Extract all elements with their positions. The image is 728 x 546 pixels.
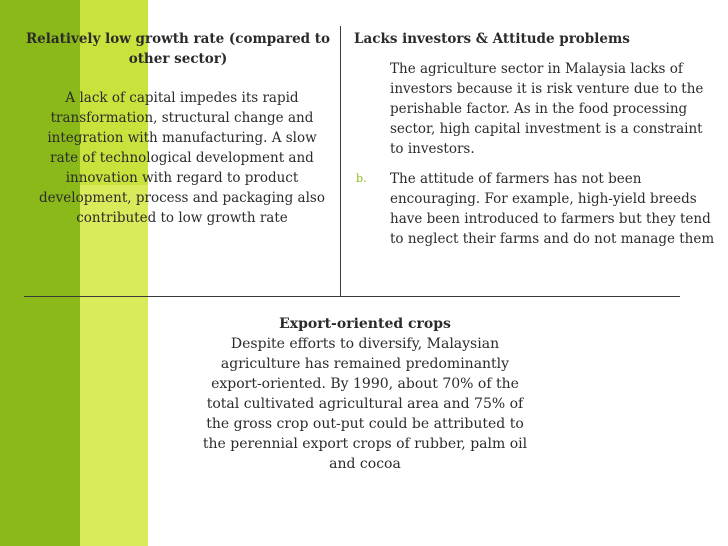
bullet-text: The agriculture sector in Malaysia lacks of investors because it is risk venture due to the perishable factor. As in the food processing sector, high capital investment is a constraint to investors. xyxy=(390,61,704,157)
list-item xyxy=(354,169,720,249)
bullet-marker: b. xyxy=(356,172,367,185)
bullet-text: The attitude of farmers has not been encouraging. For example, high-yield breeds have been introduced to farmers but they tend to neglect their farms and do not manage them xyxy=(390,171,715,247)
right-column xyxy=(354,29,720,259)
vertical-divider xyxy=(340,26,341,296)
bullet-list xyxy=(354,59,720,249)
bottom-body-text: Despite efforts to diversify, Malaysian agriculture has remained predominantly export-oriented. By 1990, about 70% of the total cultivated agricultural area and 75% of the gross crop out-put could be attributed to the perennial export crops of rubber, palm oil and cocoa xyxy=(202,336,528,472)
right-heading: Lacks investors & Attitude problems xyxy=(354,31,630,47)
left-column xyxy=(22,29,334,228)
left-body-text: A lack of capital impedes its rapid transformation, structural change and integration with manufacturing. A slow rate of technological development and innovation with regard to product development, process and packaging also contributed to low growth rate xyxy=(39,90,325,226)
list-item xyxy=(354,59,720,159)
bottom-heading: Export-oriented crops xyxy=(279,316,451,332)
left-heading: Relatively low growth rate (compared to other sector) xyxy=(25,31,331,67)
bottom-section xyxy=(194,314,536,474)
horizontal-divider xyxy=(24,296,680,297)
